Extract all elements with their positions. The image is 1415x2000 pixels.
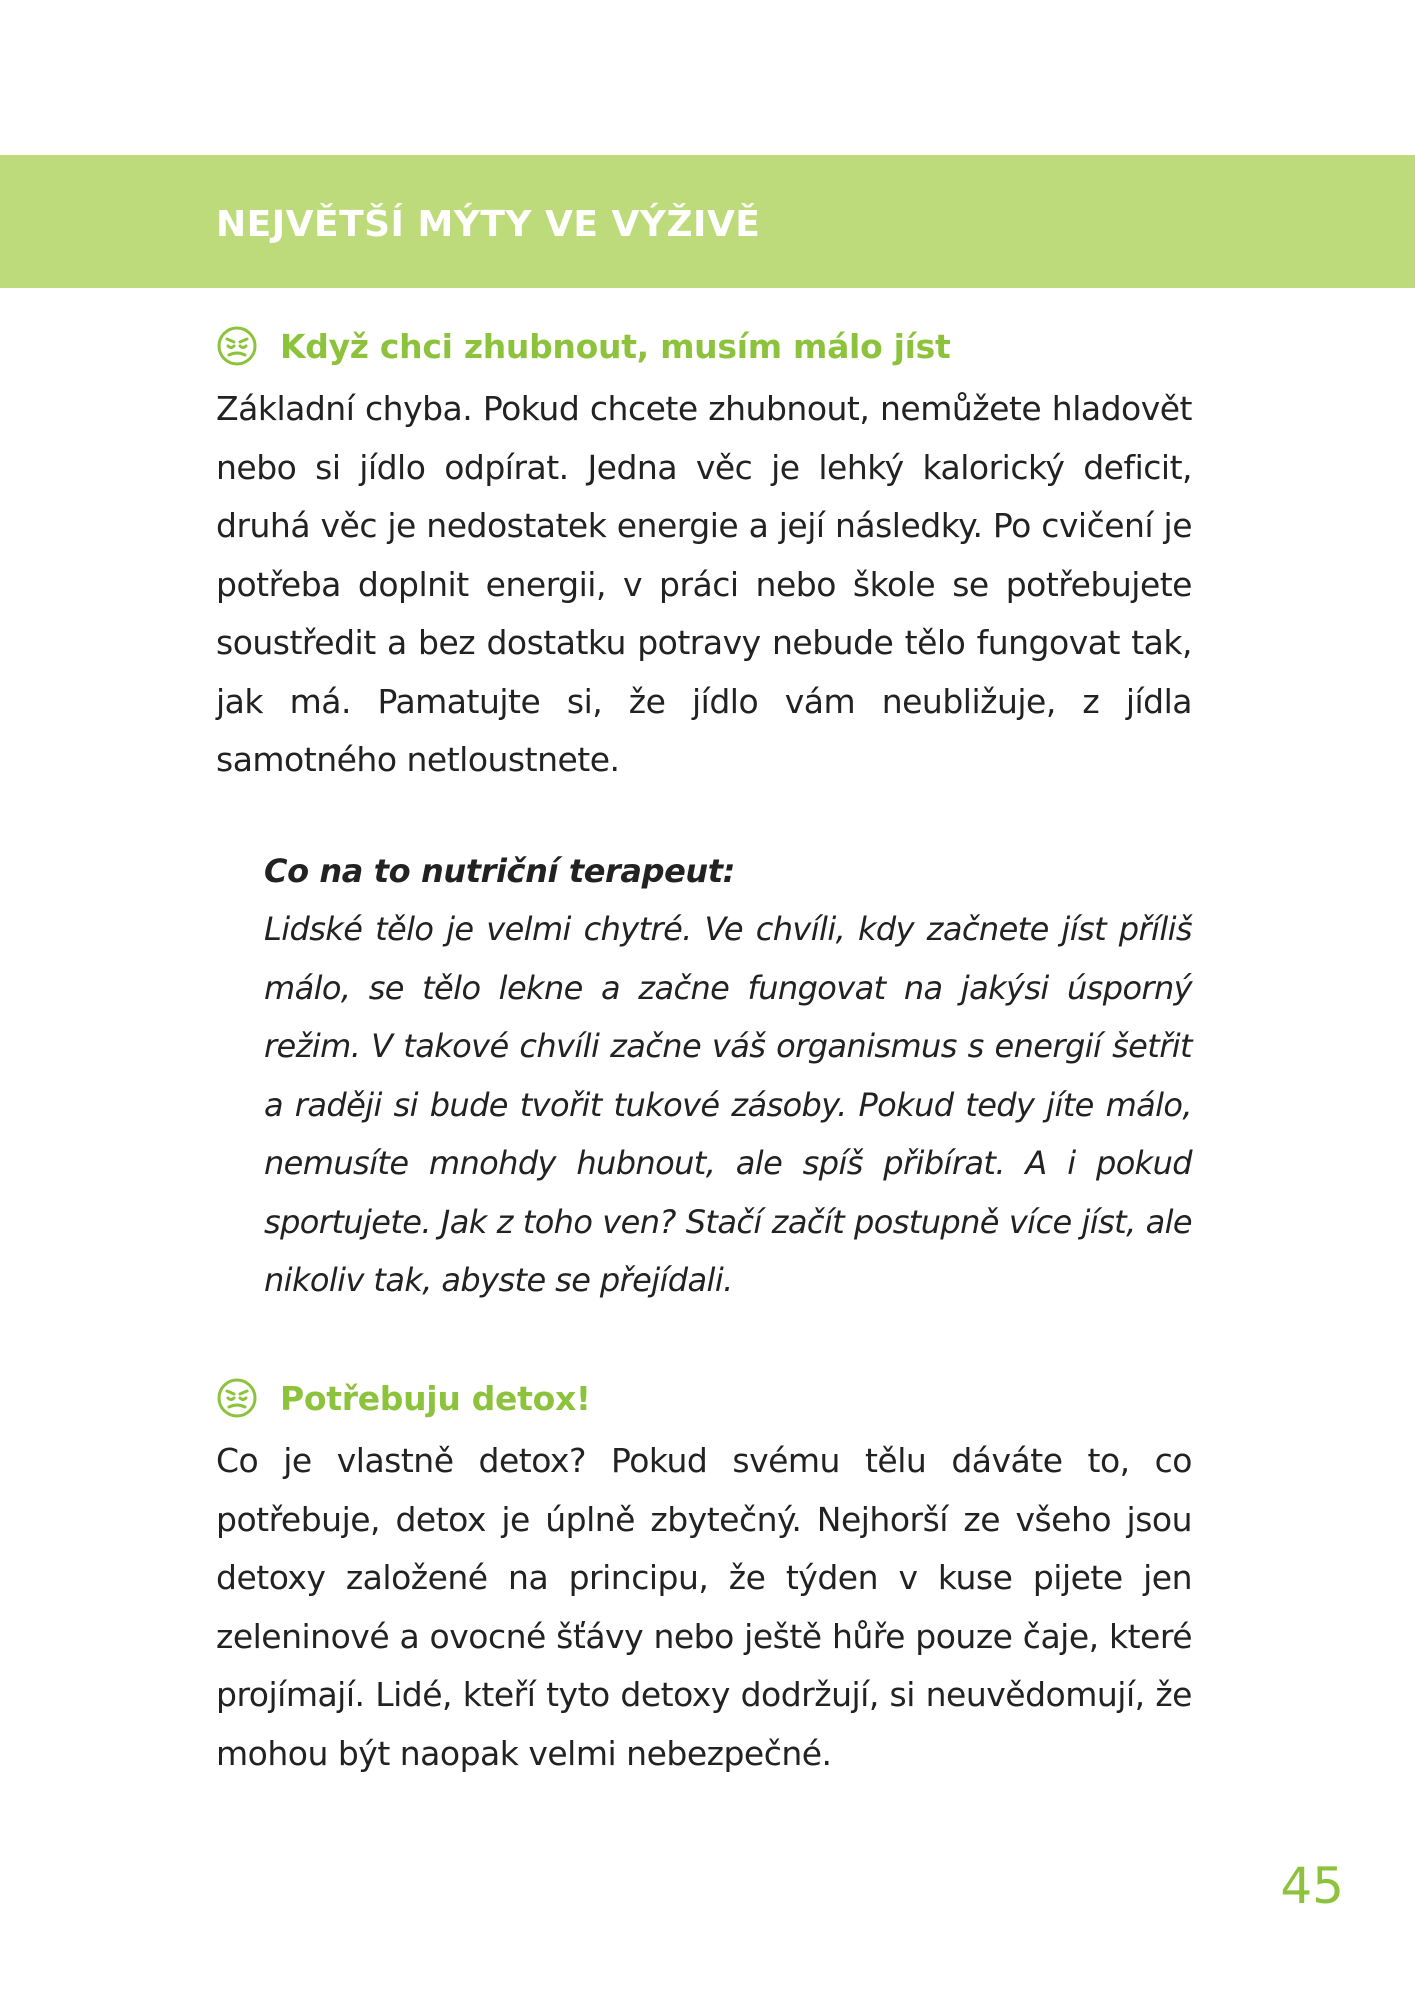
page-number: 45 [1280,1857,1344,1915]
frowning-face-icon [216,325,258,367]
quote-heading: Co na to nutriční terapeut: [264,852,736,890]
myth-section-2 [216,1370,1192,1783]
myth-title: Když chci zhubnout, musím málo jíst [280,326,951,366]
myth-section-1 [216,318,1192,790]
frowning-face-icon [216,1377,258,1419]
quote-text: Lidské tělo je velmi chytré. Ve chvíli, kdy začnete jíst příliš málo, se tělo lekne a začne fungovat na jakýsi úsporný režim. V takové chvíli začne váš organismus s energií šetřit a raději si bude tvořit tukové zásoby. Pokud tedy jíte málo, nemusíte mnohdy hubnout, ale spíš přibírat. A i pokud sportujete. Jak z toho ven? Stačí začít postupně více jíst, ale nikoliv tak, abyste se přejídali. [264,910,1192,1299]
myth-text: Základní chyba. Pokud chcete zhubnout, nemůžete hladovět nebo si jídlo odpírat. Jedna věc je lehký kalorický deficit, druhá věc je nedostatek energie a její následky. Po cvičení je potřeba doplnit energii, v práci nebo škole se potřebujete soustředit a bez dostatku potravy nebude tělo fungovat tak, jak má. Pamatujte si, že jídlo vám neubližuje, z jídla samotného netloustnete. [216,389,1192,779]
therapist-quote [264,842,1192,1310]
page-title: NEJVĚTŠÍ MÝTY VE VÝŽIVĚ [216,204,761,245]
myth-heading-2 [216,1370,1192,1426]
myth-title: Potřebuju detox! [280,1378,591,1418]
myth-heading-1 [216,318,1192,374]
myth-text: Co je vlastně detox? Pokud svému tělu dáváte to, co potřebuje, detox je úplně zbytečný. Nejhorší ze všeho jsou detoxy založené na principu, že týden v kuse pijete jen zeleninové a ovocné šťávy nebo ještě hůře pouze čaje, které projímají. Lidé, kteří tyto detoxy dodržují, si neuvědomují, že mohou být naopak velmi nebezpečné. [216,1441,1192,1773]
